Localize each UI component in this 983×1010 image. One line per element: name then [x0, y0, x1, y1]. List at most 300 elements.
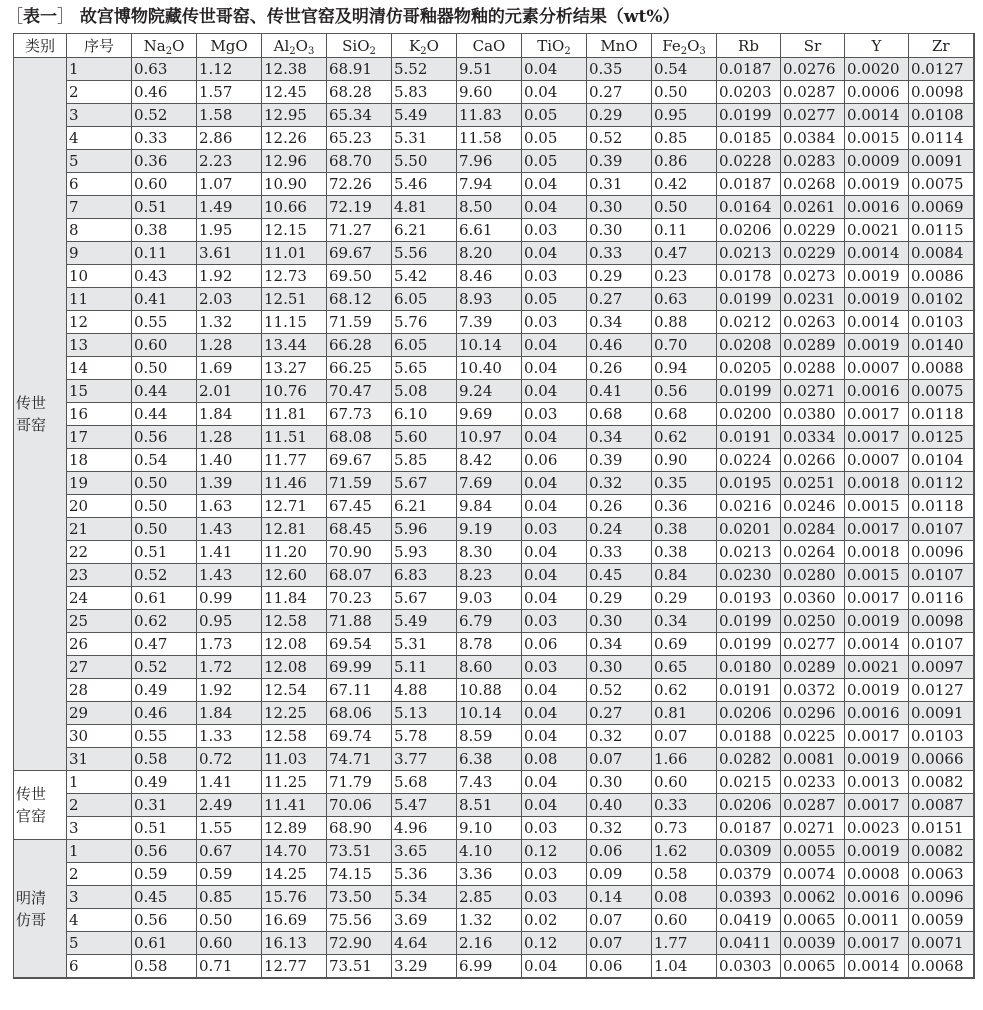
table-row	[14, 955, 974, 979]
value-cell-na2o: 0.44	[132, 403, 197, 426]
value-cell-na2o: 0.56	[132, 840, 197, 863]
value-cell-sr: 0.0277	[781, 633, 845, 656]
value-cell-tio2: 0.05	[522, 150, 587, 173]
value-cell-tio2: 0.04	[522, 196, 587, 219]
table-row	[14, 495, 974, 518]
value-cell-tio2: 0.04	[522, 81, 587, 104]
value-cell-rb: 0.0199	[717, 633, 781, 656]
value-cell-fe2o3: 0.23	[652, 265, 717, 288]
value-cell-mno: 0.09	[587, 863, 652, 886]
value-cell-sr: 0.0283	[781, 150, 845, 173]
value-cell-k2o: 4.81	[392, 196, 457, 219]
sample-index-cell: 19	[67, 472, 132, 495]
value-cell-sio2: 70.06	[327, 794, 392, 817]
value-cell-y: 0.0014	[845, 311, 909, 334]
value-cell-sio2: 70.90	[327, 541, 392, 564]
value-cell-sr: 0.0334	[781, 426, 845, 449]
value-cell-na2o: 0.56	[132, 909, 197, 932]
value-cell-k2o: 5.36	[392, 863, 457, 886]
value-cell-mno: 0.26	[587, 495, 652, 518]
value-cell-mgo: 2.23	[197, 150, 262, 173]
sample-index-cell: 31	[67, 748, 132, 771]
value-cell-sio2: 70.47	[327, 380, 392, 403]
value-cell-al2o3: 12.77	[262, 955, 327, 979]
value-cell-fe2o3: 0.50	[652, 81, 717, 104]
value-cell-cao: 8.20	[457, 242, 522, 265]
value-cell-na2o: 0.61	[132, 932, 197, 955]
value-cell-y: 0.0016	[845, 702, 909, 725]
value-cell-y: 0.0019	[845, 840, 909, 863]
value-cell-mno: 0.46	[587, 334, 652, 357]
table-row	[14, 403, 974, 426]
value-cell-k2o: 4.88	[392, 679, 457, 702]
value-cell-rb: 0.0191	[717, 426, 781, 449]
value-cell-mgo: 1.43	[197, 518, 262, 541]
value-cell-mno: 0.29	[587, 104, 652, 127]
value-cell-al2o3: 12.25	[262, 702, 327, 725]
value-cell-mno: 0.07	[587, 748, 652, 771]
value-cell-mno: 0.39	[587, 150, 652, 173]
value-cell-rb: 0.0206	[717, 794, 781, 817]
value-cell-fe2o3: 0.68	[652, 403, 717, 426]
value-cell-tio2: 0.04	[522, 794, 587, 817]
value-cell-mno: 0.29	[587, 587, 652, 610]
value-cell-mgo: 0.72	[197, 748, 262, 771]
value-cell-sr: 0.0288	[781, 357, 845, 380]
value-cell-al2o3: 10.66	[262, 196, 327, 219]
column-header-sio2: SiO$_2$	[327, 34, 392, 58]
table-row	[14, 909, 974, 932]
value-cell-al2o3: 14.70	[262, 840, 327, 863]
value-cell-tio2: 0.04	[522, 173, 587, 196]
value-cell-y: 0.0018	[845, 472, 909, 495]
table-row	[14, 472, 974, 495]
value-cell-tio2: 0.06	[522, 449, 587, 472]
column-header-fe2o3: $Fe_2O_3$	[652, 34, 717, 58]
value-cell-zr: 0.0112	[909, 472, 974, 495]
value-cell-mno: 0.30	[587, 196, 652, 219]
value-cell-zr: 0.0107	[909, 564, 974, 587]
value-cell-sio2: 69.99	[327, 656, 392, 679]
value-cell-k2o: 5.76	[392, 311, 457, 334]
value-cell-zr: 0.0103	[909, 311, 974, 334]
table-row	[14, 748, 974, 771]
sample-index-cell: 4	[67, 127, 132, 150]
value-cell-rb: 0.0282	[717, 748, 781, 771]
value-cell-fe2o3: 0.38	[652, 518, 717, 541]
value-cell-al2o3: 11.03	[262, 748, 327, 771]
value-cell-sr: 0.0225	[781, 725, 845, 748]
value-cell-al2o3: 12.60	[262, 564, 327, 587]
value-cell-rb: 0.0178	[717, 265, 781, 288]
value-cell-al2o3: 14.25	[262, 863, 327, 886]
value-cell-mno: 0.39	[587, 449, 652, 472]
value-cell-cao: 10.40	[457, 357, 522, 380]
value-cell-mgo: 0.59	[197, 863, 262, 886]
value-cell-sio2: 70.23	[327, 587, 392, 610]
sample-index-cell: 23	[67, 564, 132, 587]
value-cell-y: 0.0007	[845, 357, 909, 380]
value-cell-y: 0.0019	[845, 610, 909, 633]
value-cell-cao: 9.84	[457, 495, 522, 518]
value-cell-mno: 0.14	[587, 886, 652, 909]
value-cell-mno: 0.06	[587, 840, 652, 863]
value-cell-na2o: 0.38	[132, 219, 197, 242]
value-cell-y: 0.0015	[845, 495, 909, 518]
value-cell-y: 0.0019	[845, 679, 909, 702]
value-cell-al2o3: 11.77	[262, 449, 327, 472]
value-cell-na2o: 0.55	[132, 725, 197, 748]
value-cell-rb: 0.0199	[717, 104, 781, 127]
value-cell-sio2: 67.45	[327, 495, 392, 518]
value-cell-sio2: 71.59	[327, 311, 392, 334]
value-cell-rb: 0.0164	[717, 196, 781, 219]
value-cell-k2o: 6.21	[392, 495, 457, 518]
value-cell-al2o3: 11.84	[262, 587, 327, 610]
value-cell-y: 0.0020	[845, 58, 909, 81]
value-cell-na2o: 0.33	[132, 127, 197, 150]
value-cell-k2o: 5.31	[392, 127, 457, 150]
column-header-index: 序号	[67, 34, 132, 58]
value-cell-sr: 0.0271	[781, 380, 845, 403]
value-cell-na2o: 0.52	[132, 656, 197, 679]
value-cell-mgo: 1.73	[197, 633, 262, 656]
value-cell-fe2o3: 0.85	[652, 127, 717, 150]
value-cell-al2o3: 10.90	[262, 173, 327, 196]
value-cell-k2o: 5.96	[392, 518, 457, 541]
value-cell-tio2: 0.04	[522, 702, 587, 725]
value-cell-y: 0.0017	[845, 403, 909, 426]
value-cell-cao: 6.38	[457, 748, 522, 771]
value-cell-sio2: 74.71	[327, 748, 392, 771]
sample-index-cell: 3	[67, 886, 132, 909]
value-cell-na2o: 0.52	[132, 104, 197, 127]
value-cell-tio2: 0.04	[522, 495, 587, 518]
value-cell-rb: 0.0206	[717, 219, 781, 242]
table-row	[14, 541, 974, 564]
value-cell-rb: 0.0200	[717, 403, 781, 426]
value-cell-cao: 3.36	[457, 863, 522, 886]
value-cell-y: 0.0014	[845, 242, 909, 265]
sample-index-cell: 5	[67, 932, 132, 955]
value-cell-tio2: 0.03	[522, 886, 587, 909]
value-cell-mno: 0.33	[587, 541, 652, 564]
value-cell-sr: 0.0062	[781, 886, 845, 909]
value-cell-sr: 0.0289	[781, 334, 845, 357]
value-cell-sr: 0.0384	[781, 127, 845, 150]
value-cell-mno: 0.52	[587, 127, 652, 150]
value-cell-sio2: 67.73	[327, 403, 392, 426]
value-cell-mno: 0.31	[587, 173, 652, 196]
value-cell-mno: 0.32	[587, 725, 652, 748]
value-cell-fe2o3: 0.33	[652, 794, 717, 817]
value-cell-al2o3: 11.25	[262, 771, 327, 794]
table-row	[14, 518, 974, 541]
value-cell-al2o3: 12.81	[262, 518, 327, 541]
value-cell-rb: 0.0393	[717, 886, 781, 909]
value-cell-zr: 0.0127	[909, 58, 974, 81]
value-cell-mgo: 1.57	[197, 81, 262, 104]
value-cell-na2o: 0.59	[132, 863, 197, 886]
value-cell-na2o: 0.50	[132, 518, 197, 541]
value-cell-k2o: 4.96	[392, 817, 457, 840]
value-cell-na2o: 0.50	[132, 472, 197, 495]
value-cell-cao: 10.88	[457, 679, 522, 702]
value-cell-na2o: 0.49	[132, 679, 197, 702]
value-cell-zr: 0.0075	[909, 380, 974, 403]
value-cell-fe2o3: 0.95	[652, 104, 717, 127]
value-cell-na2o: 0.61	[132, 587, 197, 610]
value-cell-sr: 0.0280	[781, 564, 845, 587]
header-row	[14, 34, 974, 58]
value-cell-y: 0.0006	[845, 81, 909, 104]
value-cell-fe2o3: 0.35	[652, 472, 717, 495]
value-cell-k2o: 5.34	[392, 886, 457, 909]
value-cell-na2o: 0.62	[132, 610, 197, 633]
sample-index-cell: 20	[67, 495, 132, 518]
value-cell-tio2: 0.03	[522, 518, 587, 541]
value-cell-al2o3: 12.58	[262, 725, 327, 748]
value-cell-sio2: 68.12	[327, 288, 392, 311]
value-cell-zr: 0.0068	[909, 955, 974, 979]
table-row	[14, 81, 974, 104]
value-cell-sr: 0.0263	[781, 311, 845, 334]
value-cell-y: 0.0013	[845, 771, 909, 794]
sample-index-cell: 24	[67, 587, 132, 610]
value-cell-rb: 0.0180	[717, 656, 781, 679]
table-row	[14, 817, 974, 840]
value-cell-zr: 0.0114	[909, 127, 974, 150]
value-cell-sio2: 71.79	[327, 771, 392, 794]
value-cell-mno: 0.41	[587, 380, 652, 403]
value-cell-cao: 9.03	[457, 587, 522, 610]
column-header-cao: CaO	[457, 34, 522, 58]
value-cell-mgo: 1.84	[197, 403, 262, 426]
value-cell-fe2o3: 0.29	[652, 587, 717, 610]
value-cell-mno: 0.27	[587, 288, 652, 311]
value-cell-mgo: 1.41	[197, 771, 262, 794]
value-cell-sio2: 74.15	[327, 863, 392, 886]
value-cell-cao: 10.97	[457, 426, 522, 449]
value-cell-y: 0.0014	[845, 633, 909, 656]
value-cell-fe2o3: 0.38	[652, 541, 717, 564]
value-cell-cao: 11.83	[457, 104, 522, 127]
value-cell-zr: 0.0103	[909, 725, 974, 748]
sample-index-cell: 28	[67, 679, 132, 702]
sample-index-cell: 8	[67, 219, 132, 242]
value-cell-zr: 0.0071	[909, 932, 974, 955]
value-cell-y: 0.0015	[845, 564, 909, 587]
value-cell-mgo: 0.50	[197, 909, 262, 932]
value-cell-fe2o3: 0.94	[652, 357, 717, 380]
value-cell-sr: 0.0251	[781, 472, 845, 495]
value-cell-na2o: 0.36	[132, 150, 197, 173]
value-cell-mno: 0.45	[587, 564, 652, 587]
value-cell-rb: 0.0191	[717, 679, 781, 702]
value-cell-al2o3: 16.13	[262, 932, 327, 955]
value-cell-zr: 0.0096	[909, 541, 974, 564]
value-cell-mno: 0.33	[587, 242, 652, 265]
value-cell-y: 0.0014	[845, 104, 909, 127]
sample-index-cell: 3	[67, 104, 132, 127]
value-cell-mgo: 1.33	[197, 725, 262, 748]
value-cell-cao: 7.69	[457, 472, 522, 495]
sample-index-cell: 2	[67, 81, 132, 104]
value-cell-sr: 0.0250	[781, 610, 845, 633]
value-cell-y: 0.0023	[845, 817, 909, 840]
value-cell-tio2: 0.03	[522, 265, 587, 288]
value-cell-sio2: 66.28	[327, 334, 392, 357]
table-row	[14, 771, 974, 794]
value-cell-tio2: 0.04	[522, 242, 587, 265]
category-cell: 明清 仿哥	[14, 840, 67, 979]
value-cell-fe2o3: 0.62	[652, 426, 717, 449]
value-cell-rb: 0.0187	[717, 817, 781, 840]
value-cell-rb: 0.0187	[717, 173, 781, 196]
value-cell-fe2o3: 0.65	[652, 656, 717, 679]
sample-index-cell: 14	[67, 357, 132, 380]
value-cell-sio2: 68.90	[327, 817, 392, 840]
value-cell-rb: 0.0216	[717, 495, 781, 518]
value-cell-rb: 0.0203	[717, 81, 781, 104]
value-cell-fe2o3: 0.60	[652, 909, 717, 932]
value-cell-k2o: 6.05	[392, 288, 457, 311]
value-cell-tio2: 0.03	[522, 863, 587, 886]
value-cell-k2o: 4.64	[392, 932, 457, 955]
table-body	[14, 58, 974, 979]
value-cell-y: 0.0019	[845, 334, 909, 357]
value-cell-rb: 0.0379	[717, 863, 781, 886]
value-cell-mno: 0.07	[587, 909, 652, 932]
value-cell-mno: 0.35	[587, 58, 652, 81]
value-cell-tio2: 0.12	[522, 932, 587, 955]
value-cell-mno: 0.29	[587, 265, 652, 288]
value-cell-mno: 0.24	[587, 518, 652, 541]
value-cell-sio2: 69.67	[327, 449, 392, 472]
value-cell-k2o: 5.68	[392, 771, 457, 794]
value-cell-fe2o3: 0.36	[652, 495, 717, 518]
sample-index-cell: 12	[67, 311, 132, 334]
value-cell-cao: 7.39	[457, 311, 522, 334]
value-cell-cao: 8.30	[457, 541, 522, 564]
value-cell-sr: 0.0081	[781, 748, 845, 771]
value-cell-fe2o3: 0.42	[652, 173, 717, 196]
value-cell-tio2: 0.04	[522, 725, 587, 748]
value-cell-al2o3: 11.01	[262, 242, 327, 265]
value-cell-fe2o3: 1.66	[652, 748, 717, 771]
sample-index-cell: 10	[67, 265, 132, 288]
value-cell-mgo: 2.01	[197, 380, 262, 403]
value-cell-y: 0.0018	[845, 541, 909, 564]
value-cell-zr: 0.0127	[909, 679, 974, 702]
table-row	[14, 633, 974, 656]
value-cell-al2o3: 12.15	[262, 219, 327, 242]
value-cell-zr: 0.0140	[909, 334, 974, 357]
value-cell-cao: 8.59	[457, 725, 522, 748]
table-row	[14, 127, 974, 150]
sample-index-cell: 2	[67, 794, 132, 817]
value-cell-al2o3: 13.27	[262, 357, 327, 380]
value-cell-sio2: 68.91	[327, 58, 392, 81]
value-cell-mno: 0.27	[587, 81, 652, 104]
value-cell-al2o3: 12.08	[262, 633, 327, 656]
value-cell-k2o: 6.05	[392, 334, 457, 357]
value-cell-zr: 0.0115	[909, 219, 974, 242]
value-cell-mgo: 0.67	[197, 840, 262, 863]
title-bracket-open: ［	[6, 7, 23, 27]
value-cell-mgo: 1.41	[197, 541, 262, 564]
value-cell-zr: 0.0087	[909, 794, 974, 817]
value-cell-zr: 0.0125	[909, 426, 974, 449]
value-cell-tio2: 0.04	[522, 955, 587, 979]
value-cell-y: 0.0007	[845, 449, 909, 472]
value-cell-fe2o3: 0.07	[652, 725, 717, 748]
value-cell-sr: 0.0074	[781, 863, 845, 886]
value-cell-tio2: 0.02	[522, 909, 587, 932]
value-cell-tio2: 0.04	[522, 679, 587, 702]
column-header-mno: MnO	[587, 34, 652, 58]
value-cell-mgo: 1.69	[197, 357, 262, 380]
value-cell-tio2: 0.03	[522, 656, 587, 679]
table-row	[14, 932, 974, 955]
value-cell-k2o: 5.46	[392, 173, 457, 196]
value-cell-rb: 0.0206	[717, 702, 781, 725]
value-cell-sio2: 67.11	[327, 679, 392, 702]
value-cell-rb: 0.0419	[717, 909, 781, 932]
table-row	[14, 610, 974, 633]
value-cell-sr: 0.0065	[781, 955, 845, 979]
value-cell-mgo: 0.71	[197, 955, 262, 979]
value-cell-cao: 6.61	[457, 219, 522, 242]
value-cell-y: 0.0019	[845, 265, 909, 288]
value-cell-sr: 0.0287	[781, 794, 845, 817]
value-cell-tio2: 0.03	[522, 311, 587, 334]
table-row	[14, 702, 974, 725]
value-cell-mgo: 1.92	[197, 265, 262, 288]
sample-index-cell: 1	[67, 58, 132, 81]
sample-index-cell: 1	[67, 840, 132, 863]
value-cell-sio2: 69.54	[327, 633, 392, 656]
value-cell-fe2o3: 0.34	[652, 610, 717, 633]
value-cell-k2o: 5.47	[392, 794, 457, 817]
value-cell-sr: 0.0268	[781, 173, 845, 196]
value-cell-tio2: 0.03	[522, 817, 587, 840]
value-cell-cao: 9.60	[457, 81, 522, 104]
value-cell-tio2: 0.12	[522, 840, 587, 863]
value-cell-mno: 0.06	[587, 955, 652, 979]
column-header-na2o: $Na_2O$	[132, 34, 197, 58]
value-cell-mgo: 0.99	[197, 587, 262, 610]
value-cell-sr: 0.0264	[781, 541, 845, 564]
value-cell-fe2o3: 0.90	[652, 449, 717, 472]
value-cell-cao: 2.85	[457, 886, 522, 909]
value-cell-cao: 8.46	[457, 265, 522, 288]
value-cell-sr: 0.0372	[781, 679, 845, 702]
value-cell-mno: 0.34	[587, 426, 652, 449]
value-cell-sr: 0.0273	[781, 265, 845, 288]
value-cell-zr: 0.0151	[909, 817, 974, 840]
value-cell-k2o: 5.67	[392, 587, 457, 610]
value-cell-mgo: 1.58	[197, 104, 262, 127]
value-cell-rb: 0.0230	[717, 564, 781, 587]
value-cell-k2o: 3.29	[392, 955, 457, 979]
value-cell-k2o: 5.49	[392, 104, 457, 127]
element-analysis-table	[13, 33, 975, 979]
value-cell-cao: 9.10	[457, 817, 522, 840]
sample-index-cell: 4	[67, 909, 132, 932]
value-cell-al2o3: 12.08	[262, 656, 327, 679]
value-cell-al2o3: 12.95	[262, 104, 327, 127]
